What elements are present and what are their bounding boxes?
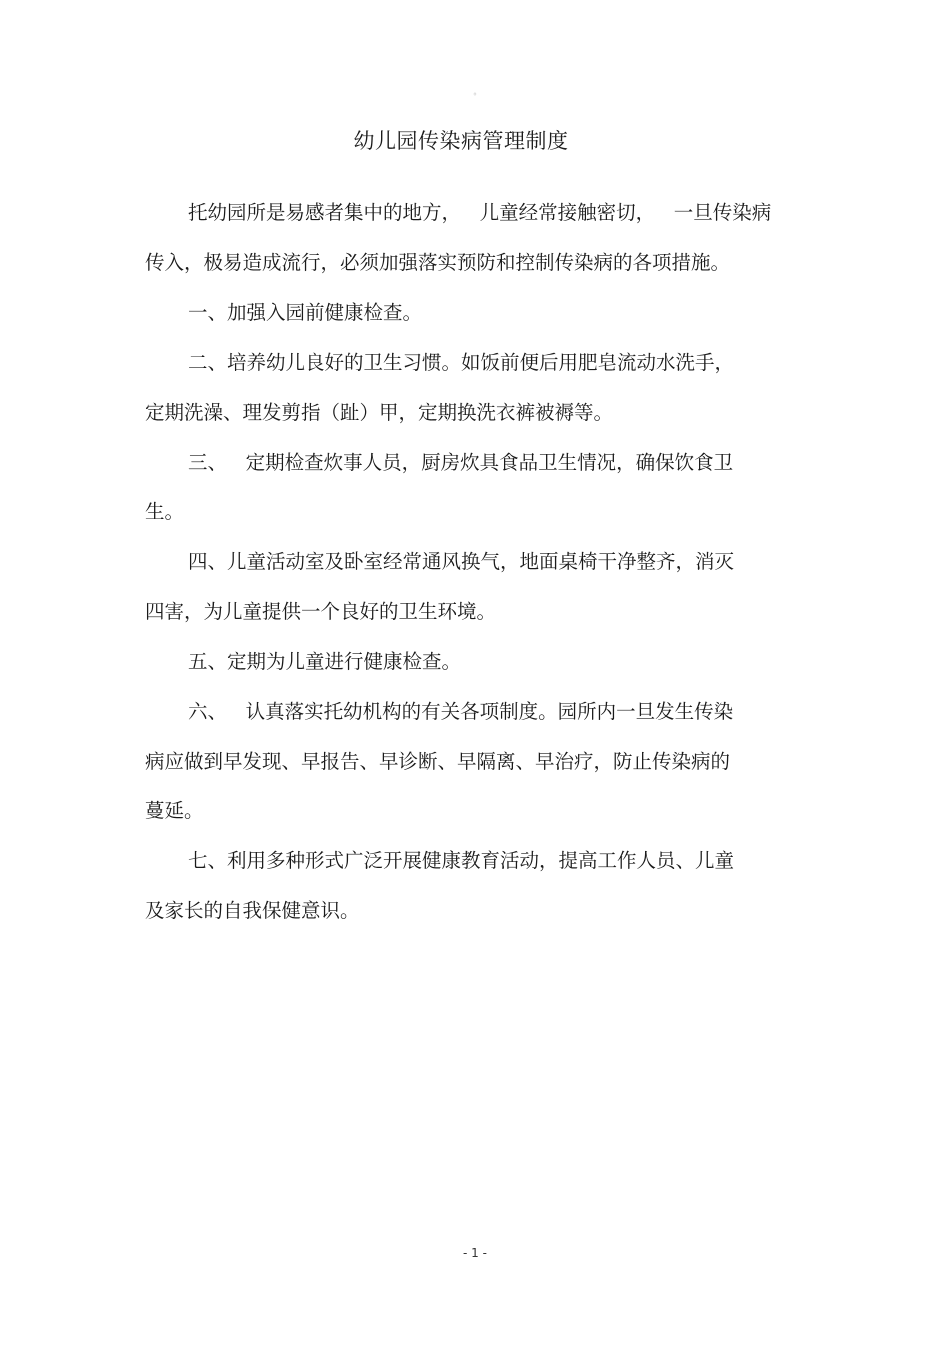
- body-line: 传入，极易造成流行，必须加强落实预防和控制传染病的各项措施。: [145, 251, 731, 274]
- body-line: 定期洗澡、理发剪指（趾）甲，定期换洗衣裤被褥等。: [145, 401, 614, 424]
- document-title: 幼儿园传染病管理制度: [353, 129, 569, 153]
- body-line: 及家长的自我保健意识。: [145, 899, 360, 922]
- body-line: 病应做到早发现、早报告、早诊断、早隔离、早治疗，防止传染病的: [145, 750, 731, 773]
- body-line: 七、利用多种形式广泛开展健康教育活动，提高工作人员、儿童: [188, 849, 735, 872]
- body-line: 二、培养幼儿良好的卫生习惯。如饭前便后用肥皂流动水洗手，: [188, 351, 735, 374]
- body-line: 生。: [145, 500, 185, 523]
- body-line: 四、儿童活动室及卧室经常通风换气，地面桌椅干净整齐，消灭: [188, 550, 735, 573]
- body-line: 一、加强入园前健康检查。: [188, 301, 423, 324]
- body-line: 三、 定期检查炊事人员，厨房炊具食品卫生情况，确保饮食卫: [188, 451, 734, 474]
- body-line: 四害，为儿童提供一个良好的卫生环境。: [145, 600, 497, 623]
- body-line: 蔓延。: [145, 799, 204, 822]
- header-mark: ◦: [472, 90, 478, 99]
- body-line: 五、定期为儿童进行健康检查。: [188, 650, 462, 673]
- page-number: - 1 -: [463, 1246, 487, 1260]
- body-line: 六、 认真落实托幼机构的有关各项制度。园所内一旦发生传染: [188, 700, 734, 723]
- body-line: 托幼园所是易感者集中的地方， 儿童经常接触密切， 一旦传染病: [188, 201, 772, 224]
